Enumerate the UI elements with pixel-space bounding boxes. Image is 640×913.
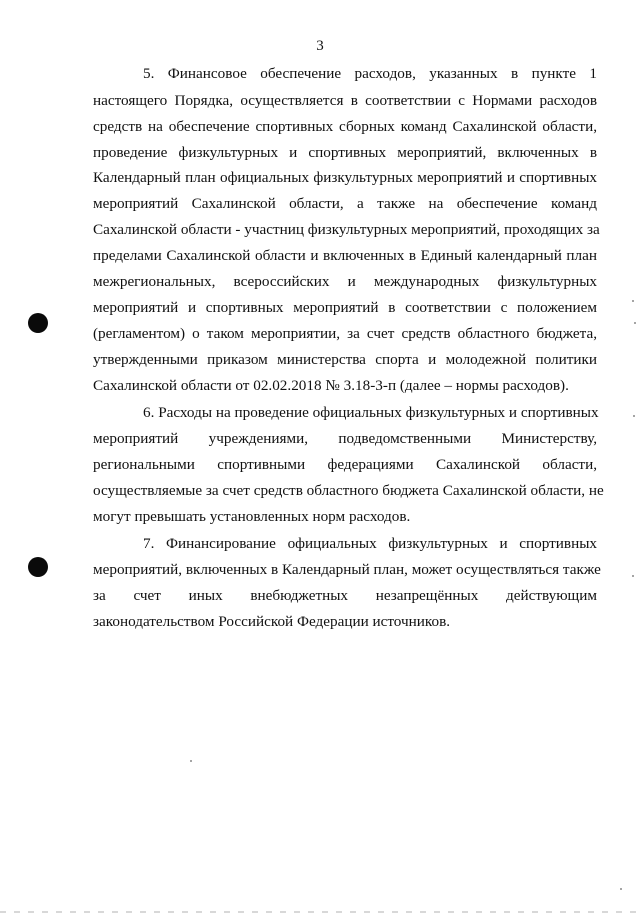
text-line: Сахалинской области - участниц физкультурных мероприятий, проходящих за: [93, 221, 600, 238]
text-line: законодательством Российской Федерации источников.: [93, 613, 451, 630]
text-line: 7. Финансирование официальных физкультурных и спортивных: [143, 535, 597, 552]
scan-speck: [190, 760, 192, 762]
punch-hole-bottom: [28, 557, 48, 577]
scan-speck: [632, 575, 634, 577]
page-number: 3: [316, 38, 324, 54]
text-line: мероприятий учреждениями, подведомственными Министерству,: [93, 430, 597, 447]
scan-speck: [632, 300, 634, 302]
text-line: межрегиональных, всероссийских и международных физкультурных: [93, 273, 597, 290]
text-line: пределами Сахалинской области и включенных в Единый календарный план: [93, 247, 597, 264]
text-line: Сахалинской области от 02.02.2018 № 3.18-3-п (далее – нормы расходов).: [93, 377, 569, 394]
text-line: Календарный план официальных физкультурных мероприятий и спортивных: [93, 169, 597, 186]
text-line: мероприятий Сахалинской области, а также на обеспечение команд: [93, 195, 597, 212]
text-line: могут превышать установленных норм расходов.: [93, 508, 411, 525]
punch-hole-top: [28, 313, 48, 333]
text-line: проведение физкультурных и спортивных мероприятий, включенных в: [93, 144, 597, 161]
text-line: утвержденными приказом министерства спорта и молодежной политики: [93, 351, 597, 368]
scan-speck: [633, 415, 635, 417]
text-line: за счет иных внебюджетных незапрещённых действующим: [93, 587, 597, 604]
text-line: настоящего Порядка, осуществляется в соответствии с Нормами расходов: [93, 92, 597, 109]
text-line: региональными спортивными федерациями Сахалинской области,: [93, 456, 597, 473]
scan-speck: [620, 888, 622, 890]
text-line: осуществляемые за счет средств областного бюджета Сахалинской области, не: [93, 482, 604, 499]
text-line: мероприятий, включенных в Календарный план, может осуществляться также: [93, 561, 601, 578]
text-line: 5. Финансовое обеспечение расходов, указанных в пункте 1: [143, 65, 597, 82]
text-line: (регламентом) о таком мероприятии, за счет средств областного бюджета,: [93, 325, 597, 342]
text-line: мероприятий и спортивных мероприятий в соответствии с положением: [93, 299, 597, 316]
text-line: средств на обеспечение спортивных сборных команд Сахалинской области,: [93, 118, 597, 135]
scan-speck: [634, 322, 636, 324]
text-line: 6. Расходы на проведение официальных физкультурных и спортивных: [143, 404, 599, 421]
